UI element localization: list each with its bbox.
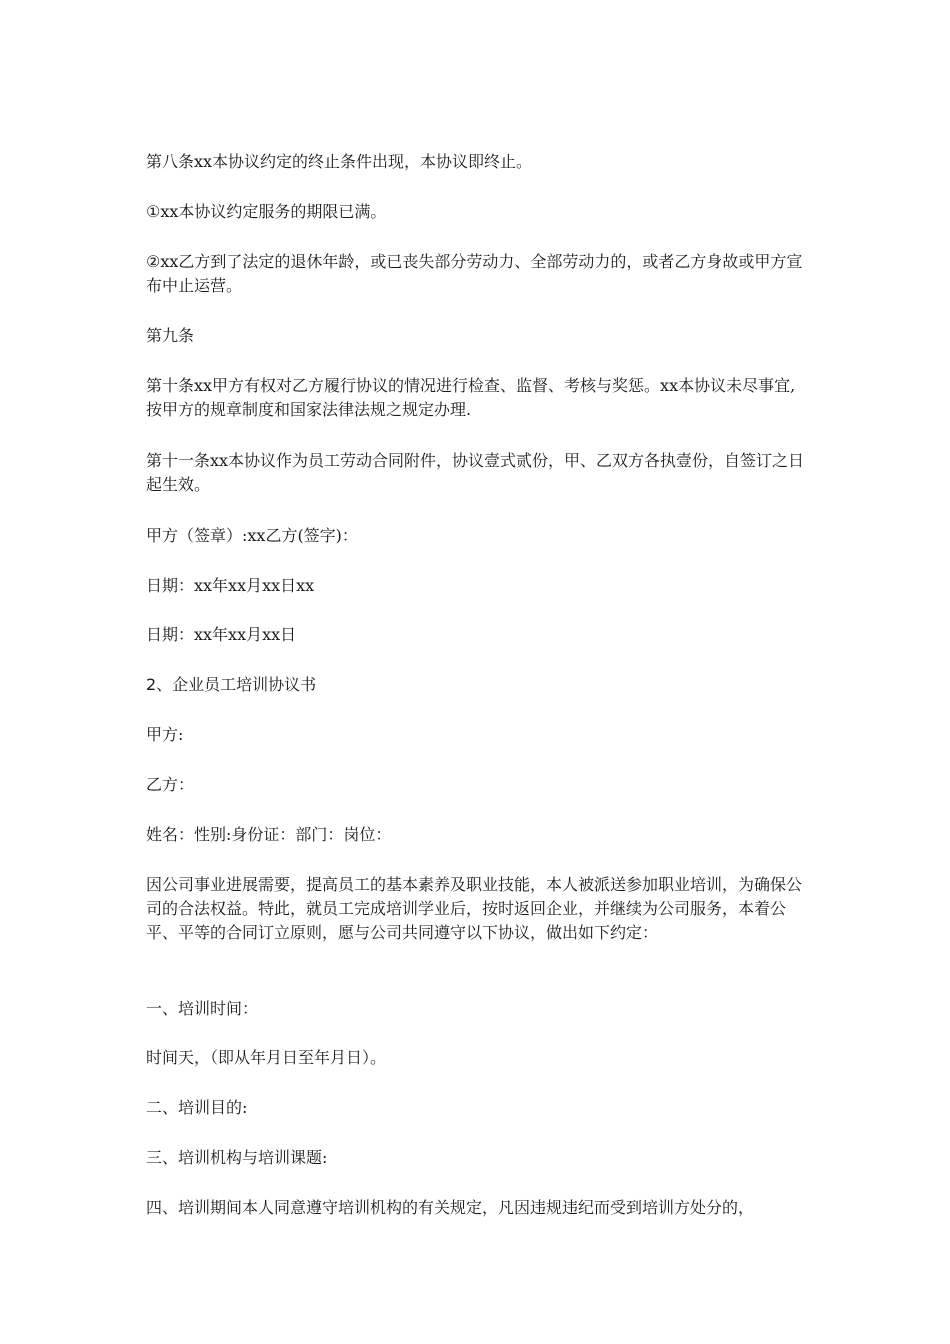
party-b-line: 乙方：: [146, 775, 195, 794]
clause-8-item-2: ②xx乙方到了法定的退休年龄，或已丧失部分劳动力、全部劳动力的，或者乙方身故或甲方宣布中止运营。: [146, 252, 803, 295]
training-purpose-heading: 二、培训目的:: [146, 1098, 248, 1117]
party-a-line: 甲方:: [146, 725, 184, 744]
date-line-1: 日期：xx年xx月xx日xx: [146, 576, 315, 595]
date-line-2: 日期：xx年xx月xx日: [146, 625, 297, 644]
signature-line: 甲方（签章）:xx乙方(签字)：: [146, 526, 358, 545]
clause-8-paragraph: 第八条xx本协议约定的终止条件出现，本协议即终止。: [146, 152, 533, 171]
training-rules-paragraph: 四、培训期间本人同意遵守培训机构的有关规定，凡因违规违纪而受到培训方处分的，: [146, 1198, 755, 1217]
section-title: 2、企业员工培训协议书: [146, 675, 317, 694]
clause-10-paragraph: 第十条xx甲方有权对乙方履行协议的情况进行检查、监督、考核与奖惩。xx本协议未尽事宜,按甲方的规章制度和国家法律法规之规定办理.: [146, 376, 796, 419]
clause-9-paragraph: 第九条: [146, 326, 195, 345]
clause-11-paragraph: 第十一条xx本协议作为员工劳动合同附件，协议壹式贰份，甲、乙双方各执壹份，自签订之日起生效。: [146, 451, 805, 494]
clause-8-item-1: ①xx本协议约定服务的期限已满。: [146, 202, 387, 221]
preamble-paragraph: 因公司事业进展需要，提高员工的基本素养及职业技能，本人被派送参加职业培训，为确保公司的合法权益。特此，就员工完成培训学业后，按时返回企业，并继续为公司服务，本着公平、平等的合同订立原则，愿与公司共同遵守以下协议，做出如下约定：: [146, 875, 803, 942]
training-time-heading: 一、培训时间：: [146, 999, 259, 1018]
training-institution-heading: 三、培训机构与培训课题:: [146, 1148, 328, 1167]
personal-info-line: 姓名：性别:身份证：部门：岗位：: [146, 825, 392, 844]
training-time-detail: 时间天，（即从年月日至年月日）。: [146, 1048, 387, 1067]
